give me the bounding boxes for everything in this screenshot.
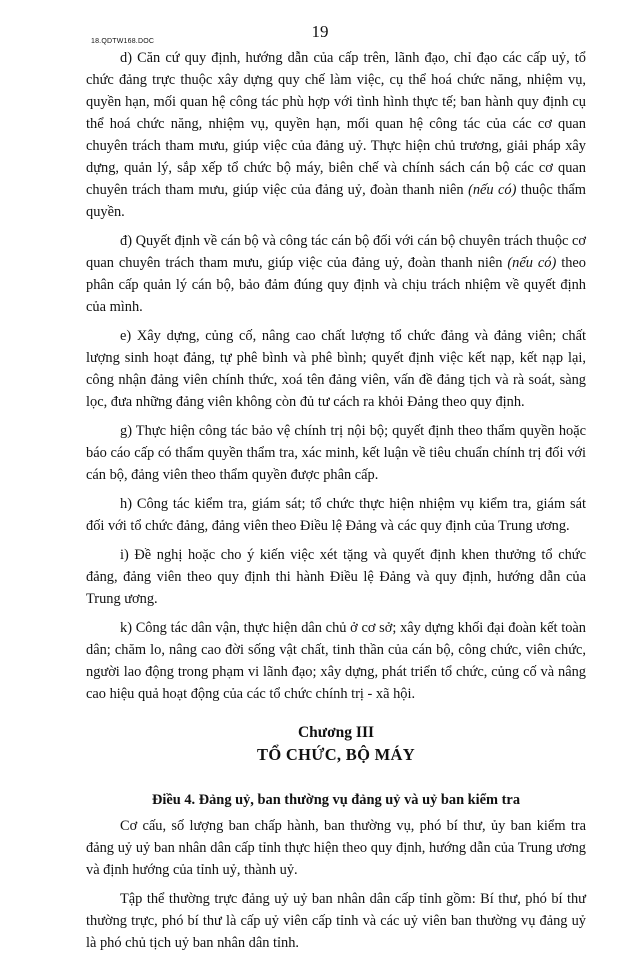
paragraph-d-italic: (nếu có) [468,182,517,198]
page-number: 19 [311,22,329,41]
article-4-paragraph-1: Cơ cấu, số lượng ban chấp hành, ban thường vụ, phó bí thư, ủy ban kiểm tra đảng uỷ uỷ ban nhân dân cấp tỉnh thực hiện theo quy định, hướng dẫn của Trung ương và định hướng của tỉnh uỷ, thành uỷ. [86,818,586,878]
paragraph-k: k) Công tác dân vận, thực hiện dân chủ ở cơ sở; xây dựng khối đại đoàn kết toàn dân; chăm lo, nâng cao đời sống vật chất, tinh thần của cán bộ, công chức, viên chức, người lao động trong phạm vi lãnh đạo; xây dựng, phát triển tổ chức, củng cố và nâng cao hiệu quả hoạt động của các tổ chức chính trị - xã hội. [86,620,586,702]
article-4-title: Điều 4. Đảng uỷ, ban thường vụ đảng uỷ và uỷ ban kiểm tra [151,792,521,808]
chapter-label: Chương III [297,724,375,741]
file-name: 18.QDTW168.DOC [91,38,155,45]
paragraph-dd [86,230,586,318]
paragraph-d-text: d) Căn cứ quy định, hướng dẫn của cấp trên, lãnh đạo, chỉ đạo các cấp uỷ, tổ chức đảng trực thuộc xây dựng quy chế làm việc, cụ thể hoá chức năng, nhiệm vụ, quyền hạn, mối quan hệ công tác phù hợp với tình hình thực tế; ban hành quy định cụ thể hoá chức năng, nhiệm vụ, quyền hạn, mối quan hệ công tác của các cơ quan chuyên trách tham mưu, giúp việc của đảng uỷ. Thực hiện chủ trương, giải pháp xây dựng, quản lý, sắp xếp tổ chức bộ máy, biên chế và chính sách cán bộ các cơ quan chuyên trách tham mưu, giúp việc của đảng uỷ, đoàn thanh niên [86,50,586,198]
article-4-paragraph-2: Tập thể thường trực đảng uỷ uỷ ban nhân dân cấp tỉnh gồm: Bí thư, phó bí thư thường trực, phó bí thư là cấp uỷ viên cấp tỉnh và các uỷ viên ban thường vụ đảng uỷ là phó chủ tịch uỷ ban nhân dân tỉnh. [86,891,586,951]
document-body [86,47,586,961]
paragraph-e: e) Xây dựng, củng cố, nâng cao chất lượng tổ chức đảng và đảng viên; chất lượng sinh hoạt đảng, tự phê bình và phê bình; quyết định việc kết nạp, kết nạp lại, công nhận đảng viên chính thức, xoá tên đảng viên, vấn đề đảng tịch và rà soát, sàng lọc, đưa những đảng viên không còn đủ tư cách ra khỏi Đảng theo quy định. [86,328,586,410]
paragraph-h: h) Công tác kiểm tra, giám sát; tổ chức thực hiện nhiệm vụ kiểm tra, giám sát đối với tổ chức đảng, đảng viên theo Điều lệ Đảng và các quy định của Trung ương. [86,496,586,534]
paragraph-i: i) Đề nghị hoặc cho ý kiến việc xét tặng và quyết định khen thưởng tổ chức đảng, đảng viên theo quy định thi hành Điều lệ Đảng và quy định, hướng dẫn của Trung ương. [86,547,586,607]
chapter-title: TỔ CHỨC, BỘ MÁY [257,745,415,764]
paragraph-d-end: thuộc thẩm quyền. [86,182,586,220]
paragraph-d [86,47,586,223]
paragraph-dd-text: đ) Quyết định về cán bộ và công tác cán bộ đối với cán bộ chuyên trách thuộc cơ quan chuyên trách tham mưu, giúp việc của đảng uỷ, đoàn thanh niên [86,233,586,271]
paragraph-dd-italic: (nếu có) [507,255,557,271]
paragraph-g: g) Thực hiện công tác bảo vệ chính trị nội bộ; quyết định theo thẩm quyền hoặc báo cáo cấp có thẩm quyền thẩm tra, xác minh, kết luận về tiêu chuẩn chính trị đối với cán bộ, đảng viên theo thẩm quyền được phân cấp. [86,423,586,483]
paragraph-dd-end: theo phân cấp quản lý cán bộ, bảo đảm đúng quy định và chịu trách nhiệm về quyết định của mình. [86,255,587,315]
